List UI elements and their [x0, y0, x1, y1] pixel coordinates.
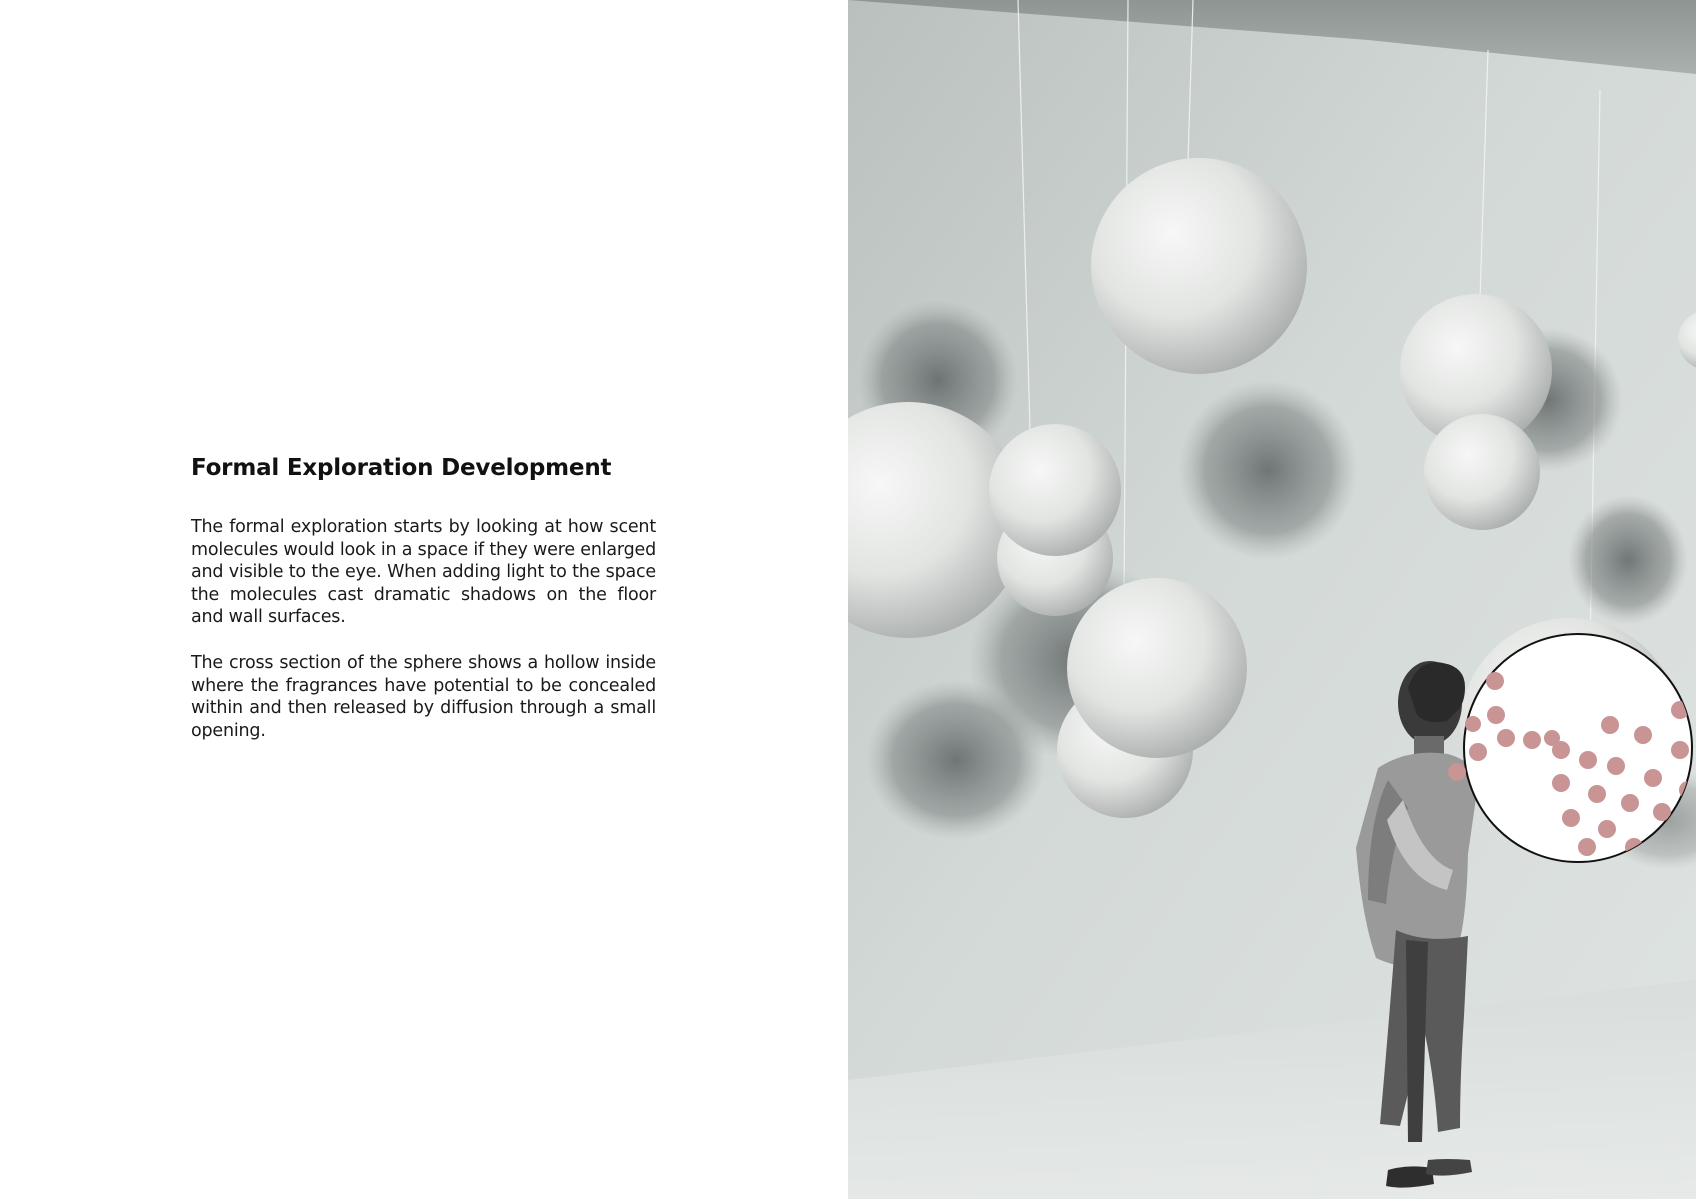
text-column: [191, 452, 656, 765]
section-heading: Formal Exploration Development: [191, 455, 612, 481]
model-photo-illustration: [848, 0, 1696, 1199]
model-photo: [848, 0, 1696, 1199]
body-paragraph-2: The cross section of the sphere shows a hollow inside where the fragrances have potential to be concealed within and then released by diffusion through a small opening.: [191, 652, 656, 741]
body-paragraph-1: The formal exploration starts by looking at how scent molecules would look in a space if they were enlarged and visible to the eye. When adding light to the space the molecules cast dramatic shadows on the floor and wall surfaces.: [191, 517, 656, 628]
